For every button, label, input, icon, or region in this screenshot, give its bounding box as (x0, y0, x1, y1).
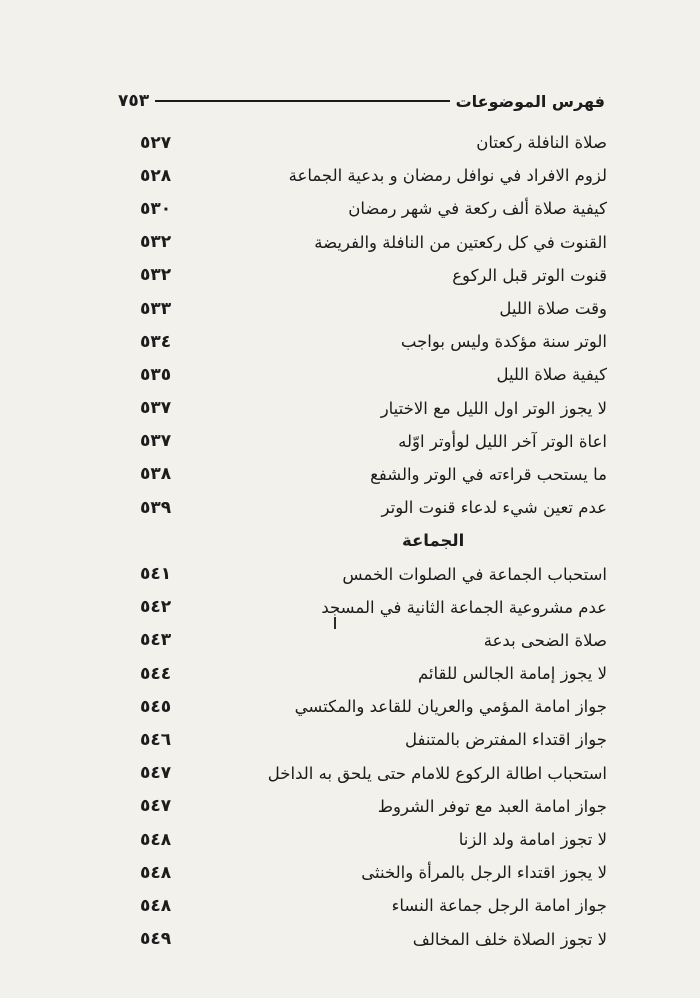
toc-entry-title: لا يجوز اقتداء الرجل بالمرأة والخنثى (361, 863, 607, 883)
toc-entry-page: ٥٣٧ (140, 398, 172, 419)
toc-entry-page: ٥٤٤ (140, 663, 172, 684)
toc-entry-title: لزوم الافراد في نوافل رمضان و بدعية الجماعة (288, 166, 607, 186)
toc-entry-page: ٥٤٧ (140, 763, 172, 784)
toc-entry-title: كيفية صلاة ألف ركعة في شهر رمضان (348, 199, 607, 219)
toc-entry-title: استحباب اطالة الركوع للامام حتى يلحق به الداخل (267, 763, 607, 783)
toc-entry-page: ٥٣٨ (140, 464, 172, 485)
toc-entry-title: قنوت الوتر قبل الركوع (452, 265, 607, 285)
toc-entry-title: جواز امامة الرجل جماعة النساء (391, 896, 607, 916)
toc-entry (140, 757, 607, 790)
toc-entry-page: ٥٣٩ (140, 497, 172, 518)
toc-entry-title: الوتر سنة مؤكدة وليس بواجب (400, 332, 607, 352)
toc-entry-page: ٥٣٢ (140, 265, 172, 286)
toc-entry-page: ٥٣٥ (140, 364, 172, 385)
toc-entry-page: ٥٤٨ (140, 829, 172, 850)
toc-entry-title: ما يستحب قراءته في الوتر والشفع (370, 464, 607, 484)
toc-entry (140, 192, 607, 225)
toc-entry (140, 591, 607, 624)
toc-entry (140, 657, 607, 690)
table-of-contents (140, 126, 607, 956)
toc-entry (140, 790, 607, 823)
toc-entry (140, 889, 607, 922)
toc-entry (140, 159, 607, 192)
toc-entry-title: عدم تعين شيء لدعاء قنوت الوتر (381, 498, 607, 518)
toc-entry-page: ٥٤٨ (140, 862, 172, 883)
toc-entry (140, 723, 607, 756)
toc-entry-title: لا يجوز الوتر اول الليل مع الاختيار (380, 398, 607, 418)
toc-entry-title: جواز امامة المؤمي والعريان للقاعد والمكتسي (294, 697, 607, 717)
toc-entry-title: كيفية صلاة الليل (496, 365, 607, 385)
toc-entry-title: صلاة الضحى بدعة (483, 630, 607, 650)
toc-entry (140, 325, 607, 358)
text-cursor-mark (334, 617, 336, 629)
toc-entry (140, 126, 607, 159)
toc-entry (140, 557, 607, 590)
toc-entry-page: ٥٤٢ (140, 597, 172, 618)
header-rule (155, 100, 449, 102)
toc-entry-title: استحباب الجماعة في الصلوات الخمس (342, 564, 607, 584)
toc-entry (140, 259, 607, 292)
toc-entry-title: جواز اقتداء المفترض بالمتنفل (405, 730, 607, 750)
toc-entry-page: ٥٤٣ (140, 630, 172, 651)
toc-entry-page: ٥٤٦ (140, 729, 172, 750)
toc-entry-page: ٥٢٨ (140, 165, 172, 186)
page-header (118, 88, 605, 114)
toc-entry-title: لا تجوز امامة ولد الزنا (458, 830, 607, 850)
toc-entry-title: جواز امامة العبد مع توفر الشروط (377, 796, 607, 816)
toc-entry-page: ٥٣٢ (140, 232, 172, 253)
toc-entry-title: لا تجوز الصلاة خلف المخالف (412, 929, 607, 949)
toc-entry-page: ٥٤٩ (140, 929, 172, 950)
toc-entry-page: ٥٤٥ (140, 696, 172, 717)
toc-entry-page: ٥٣٠ (140, 198, 172, 219)
toc-entry-title: صلاة النافلة ركعتان (476, 133, 607, 153)
toc-entry-page: ٥٤١ (140, 564, 172, 585)
toc-entry-page: ٥٣٤ (140, 331, 172, 352)
toc-entry-title: القنوت في كل ركعتين من النافلة والفريضة (314, 232, 607, 252)
toc-entry-page: ٥٣٣ (140, 298, 172, 319)
toc-entry (140, 856, 607, 889)
section-heading-row (140, 524, 607, 557)
section-heading: الجماعة (402, 531, 465, 551)
page-title: فهرس الموضوعات (455, 91, 605, 111)
toc-entry (140, 458, 607, 491)
toc-entry (140, 358, 607, 391)
toc-entry (140, 624, 607, 657)
toc-entry (140, 823, 607, 856)
toc-entry (140, 226, 607, 259)
toc-entry (140, 923, 607, 956)
toc-entry (140, 292, 607, 325)
toc-entry-title: عدم مشروعية الجماعة الثانية في المسجد (321, 597, 607, 617)
toc-entry-title: اعاة الوتر آخر الليل لوأوتر اوّله (398, 431, 607, 451)
toc-entry-page: ٥٤٧ (140, 796, 172, 817)
toc-entry-title: لا يجوز إمامة الجالس للقائم (417, 664, 607, 684)
toc-entry (140, 690, 607, 723)
toc-entry-page: ٥٣٧ (140, 431, 172, 452)
toc-entry-title: وقت صلاة الليل (499, 299, 607, 319)
toc-entry (140, 392, 607, 425)
toc-entry-page: ٥٤٨ (140, 895, 172, 916)
toc-entry-page: ٥٢٧ (140, 132, 172, 153)
page-number: ٧٥٣ (118, 91, 150, 111)
toc-entry (140, 491, 607, 524)
toc-entry (140, 425, 607, 458)
